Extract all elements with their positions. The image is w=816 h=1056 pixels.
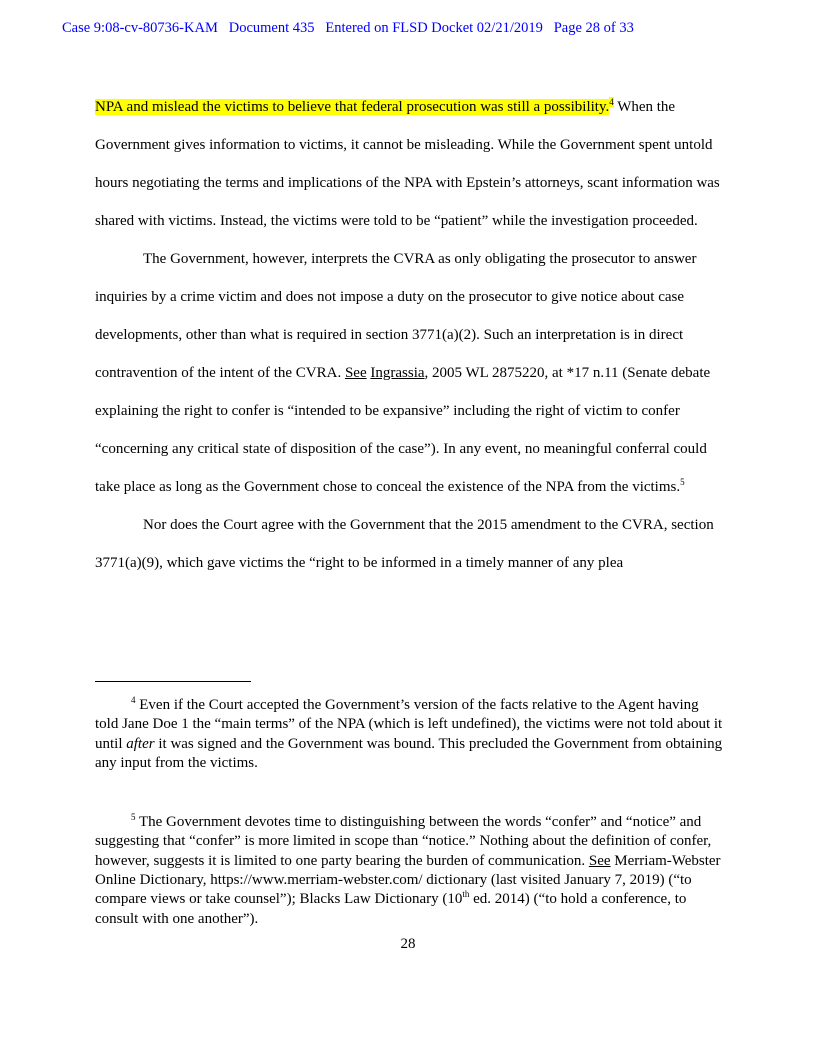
footnote-5 bbox=[95, 813, 725, 929]
paragraph-2-text: The Government, however, interprets the CVRA as only obligating the prosecutor to answer inquiries by a crime victim and does not impose a duty on the prosecutor to give notice about case developments, other than what is required in section 3771(a)(2). Such an interpretation is in direct contravention of the intent of the CVRA. bbox=[95, 251, 697, 381]
footnote-4-italic: after bbox=[126, 735, 155, 752]
see-citation-footnote: See bbox=[588, 852, 611, 869]
footnotes-section bbox=[95, 696, 725, 929]
highlighted-sentence: NPA and mislead the victims to believe that federal prosecution was still a possibility. bbox=[95, 99, 610, 115]
footnote-4 bbox=[95, 696, 725, 773]
paragraph-1 bbox=[95, 88, 722, 240]
footnote-5-text-3: ed. 2014) (“to hold a conference, to consult with one another”). bbox=[95, 891, 687, 927]
paragraph-1-text: When the Government gives information to victims, it cannot be misleading. While the Government spent untold hours negotiating the terms and implications of the NPA with Epstein’s attorneys, scant information was shared with victims. Instead, the victims were told to be “patient” while the investigation proceeded. bbox=[95, 99, 720, 229]
footnote-ref-5: 5 bbox=[680, 477, 685, 487]
footnote-4-text: Even if the Court accepted the Government’s version of the facts relative to the Agent having told Jane Doe 1 the “main terms” of the NPA (which is left undefined), the victims were not told about it until bbox=[95, 697, 723, 752]
footnote-5-text: The Government devotes time to distinguishing between the words “confer” and “notice” and suggesting that “confer” is more limited in scope than “notice.” Nothing about the definition of confer, however, suggests it is limited to one party bearing the burden of communication. bbox=[95, 814, 712, 869]
paragraph-3-text: Nor does the Court agree with the Government that the 2015 amendment to the CVRA, section 3771(a)(9), which gave victims the “right to be informed in a timely manner of any plea bbox=[95, 517, 714, 571]
footnote-separator bbox=[95, 681, 251, 682]
paragraph-2 bbox=[95, 240, 722, 506]
page-number: 28 bbox=[400, 936, 416, 952]
docket-stamp: Case 9:08-cv-80736-KAM Document 435 Entered on FLSD Docket 02/21/2019 Page 28 of 33 bbox=[62, 20, 634, 36]
paragraph-2-text-2: , 2005 WL 2875220, at *17 n.11 (Senate debate explaining the right to confer is “intended to be expansive” including the right of victim to confer “concerning any critical state of disposition of the case”). In any event, no meaningful conferral could take place as long as the Government chose to conceal the existence of the NPA from the victims. bbox=[95, 365, 711, 495]
paragraph-3 bbox=[95, 506, 722, 582]
footnote-4-number: 4 bbox=[131, 695, 136, 705]
case-name-citation: Ingrassia bbox=[370, 365, 425, 381]
document-body bbox=[95, 88, 722, 582]
footnote-4-text-2: it was signed and the Government was bound. This precluded the Government from obtaining any input from the victims. bbox=[95, 735, 723, 771]
ordinal-superscript: th bbox=[462, 889, 470, 900]
footnote-5-number: 5 bbox=[131, 812, 136, 823]
footnote-5-text-2: Merriam-Webster Online Dictionary, https://www.merriam-webster.com/ dictionary (last visited January 7, 2019) (“to compare views or take counsel”); Blacks Law Dictionary (10 bbox=[95, 852, 721, 908]
footnote-ref-4: 4 bbox=[609, 97, 614, 107]
see-citation: See bbox=[344, 365, 367, 381]
